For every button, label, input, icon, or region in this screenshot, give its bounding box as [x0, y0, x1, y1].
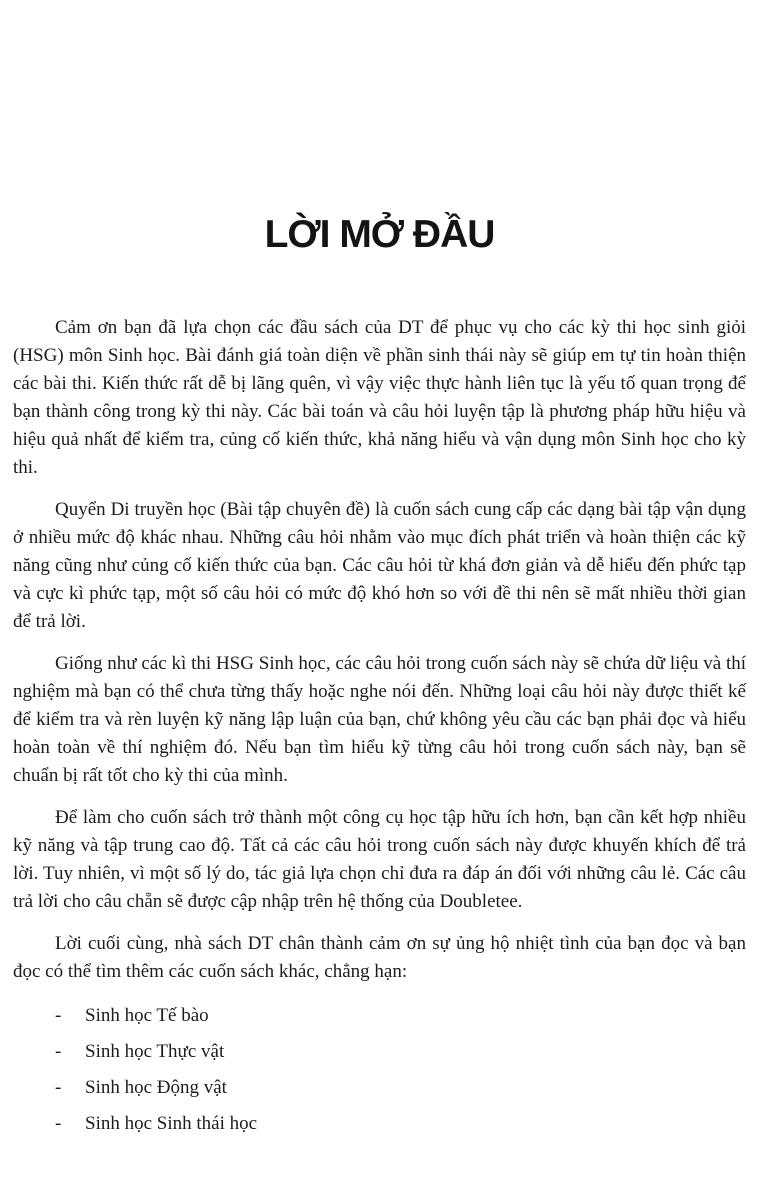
preface-body — [13, 314, 746, 1138]
list-bullet: - — [55, 1004, 62, 1026]
paragraph-1: Cảm ơn bạn đã lựa chọn các đầu sách của DT để phục vụ cho các kỳ thi học sinh giỏi (HSG) môn Sinh học. Bài đánh giá toàn diện về phần sinh thái này sẽ giúp em tự tin hoàn thiện các bài thi. Kiến thức rất dễ bị lãng quên, vì vậy việc thực hành liên tục là yếu tố quan trọng để bạn thành công trong kỳ thi này. Các bài toán và câu hỏi luyện tập là phương pháp hữu hiệu và hiệu quả nhất để kiểm tra, củng cố kiến thức, khả năng hiểu và vận dụng môn Sinh học cho kỳ thi. — [13, 316, 746, 478]
list-item-text: Sinh học Sinh thái học — [85, 1112, 258, 1134]
list-item-text: Sinh học Thực vật — [85, 1040, 225, 1062]
book-list — [13, 1002, 746, 1138]
list-item-text: Sinh học Tế bào — [85, 1004, 209, 1026]
list-bullet: - — [55, 1112, 62, 1134]
paragraph-2: Quyển Di truyền học (Bài tập chuyên đề) là cuốn sách cung cấp các dạng bài tập vận dụng ở nhiều mức độ khác nhau. Những câu hỏi nhằm vào mục đích phát triển và hoàn thiện các kỹ năng cũng như củng cố kiến thức của bạn. Các câu hỏi từ khá đơn giản và dễ hiểu đến phức tạp và cực kì phức tạp, một số câu hỏi có mức độ khó hơn so với đề thi nên sẽ mất nhiều thời gian để trả lời. — [13, 498, 746, 632]
page-title: LỜI MỞ ĐẦU — [264, 213, 495, 256]
list-item — [55, 1110, 746, 1138]
paragraph-5: Lời cuối cùng, nhà sách DT chân thành cảm ơn sự ủng hộ nhiệt tình của bạn đọc và bạn đọc có thể tìm thêm các cuốn sách khác, chẳng hạn: — [13, 932, 746, 982]
paragraph-4: Để làm cho cuốn sách trở thành một công cụ học tập hữu ích hơn, bạn cần kết hợp nhiều kỹ năng và tập trung cao độ. Tất cả các câu hỏi trong cuốn sách này được khuyến khích để trả lời. Tuy nhiên, vì một số lý do, tác giả lựa chọn chỉ đưa ra đáp án đối với những câu lẻ. Các câu trả lời cho câu chẵn sẽ được cập nhập trên hệ thống của Doubletee. — [13, 806, 746, 912]
list-item — [55, 1002, 746, 1030]
list-item — [55, 1074, 746, 1102]
paragraph-3: Giống như các kì thi HSG Sinh học, các câu hỏi trong cuốn sách này sẽ chứa dữ liệu và thí nghiệm mà bạn có thể chưa từng thấy hoặc nghe nói đến. Những loại câu hỏi này được thiết kế để kiểm tra và rèn luyện kỹ năng lập luận của bạn, chứ không yêu cầu các bạn phải đọc và hiểu hoàn toàn về thí nghiệm đó. Nếu bạn tìm hiểu kỹ từng câu hỏi trong cuốn sách này, bạn sẽ chuẩn bị rất tốt cho kỳ thi của mình. — [13, 652, 746, 786]
list-item — [55, 1038, 746, 1066]
list-bullet: - — [55, 1040, 62, 1062]
list-item-text: Sinh học Động vật — [85, 1076, 227, 1098]
list-bullet: - — [55, 1076, 62, 1098]
